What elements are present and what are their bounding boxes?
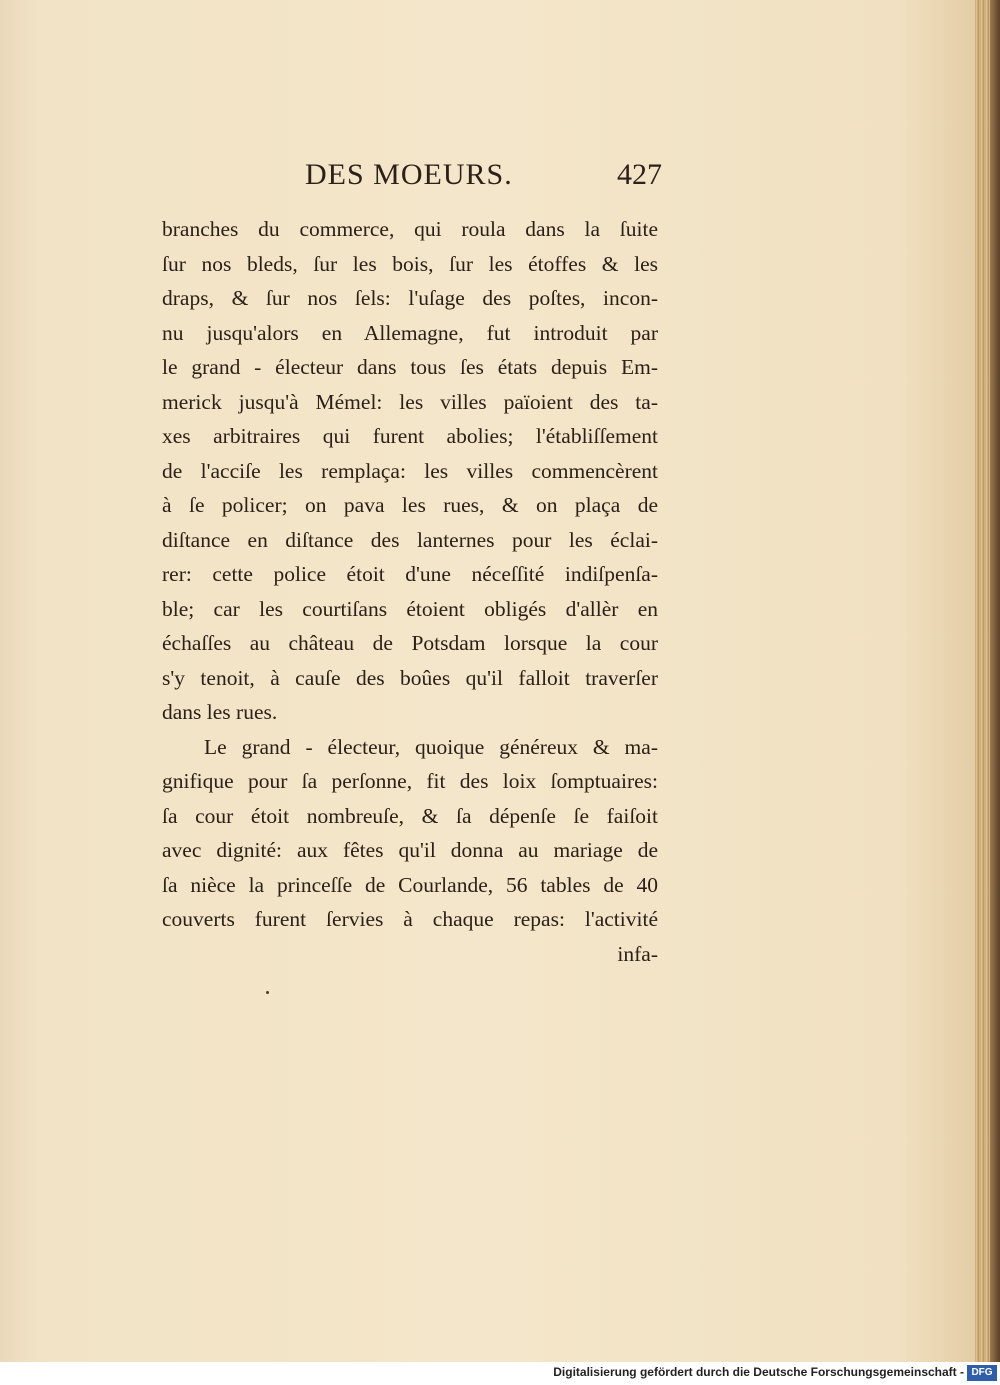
- text-line: ſa nièce la princeſſe de Courlande, 56 tables de 40: [162, 872, 658, 897]
- text-line: s'y tenoit, à cauſe des boûes qu'il falloit traverſer: [162, 665, 658, 690]
- text-line: merick jusqu'à Mémel: les villes païoient des ta-: [162, 389, 658, 414]
- text-line: à ſe policer; on pava les rues, & on plaça de: [162, 493, 658, 517]
- text-line: échaſſes au château de Potsdam lorsque la cour: [162, 631, 658, 655]
- text-line: gnifique pour ſa perſonne, fit des loix ſomptuaires:: [162, 769, 658, 793]
- text-line: de l'acciſe les remplaça: les villes commencèrent: [162, 458, 658, 483]
- text-line: ſa cour étoit nombreuſe, & ſa dépenſe ſe faiſoit: [162, 803, 658, 828]
- page-number: 427: [617, 158, 662, 191]
- book-cover-edge: [990, 0, 1000, 1362]
- text-line: xes arbitraires qui furent abolies; l'établiſſement: [162, 424, 658, 448]
- paragraph-start-line: Le grand - électeur, quoique généreux & ma-: [204, 734, 658, 759]
- text-line: avec dignité: aux fêtes qu'il donna au mariage de: [162, 838, 658, 862]
- body-text: [162, 212, 658, 971]
- text-line: draps, & ſur nos ſels: l'uſage des poſtes, incon-: [162, 286, 658, 310]
- running-title: DES MOEURS.: [305, 158, 513, 191]
- dfg-logo: DFG: [967, 1365, 997, 1381]
- text-line: ſur nos bleds, ſur les bois, ſur les étoffes & les: [162, 251, 658, 276]
- text-line: le grand - électeur dans tous ſes états depuis Em-: [162, 355, 658, 379]
- text-line: diſtance en diſtance des lanternes pour les éclai-: [162, 527, 658, 552]
- paragraph-end-line: dans les rues.: [162, 700, 278, 724]
- text-line: couverts furent ſervies à chaque repas: l'activité: [162, 907, 658, 931]
- text-line: branches du commerce, qui roula dans la ſuite: [162, 217, 658, 241]
- running-head: [162, 158, 662, 198]
- text-line: nu jusqu'alors en Allemagne, fut introduit par: [162, 320, 658, 345]
- text-line: ble; car les courtiſans étoient obligés d'allèr en: [162, 596, 658, 621]
- funding-credit: Digitalisierung gefördert durch die Deutsche Forschungsgemeinschaft -: [553, 1365, 964, 1379]
- catchword: infa-: [617, 941, 658, 966]
- text-line: rer: cette police étoit d'une néceſſité indiſpenſa-: [162, 562, 658, 586]
- ink-speck: [266, 991, 269, 994]
- digitization-footer: [0, 1362, 1000, 1385]
